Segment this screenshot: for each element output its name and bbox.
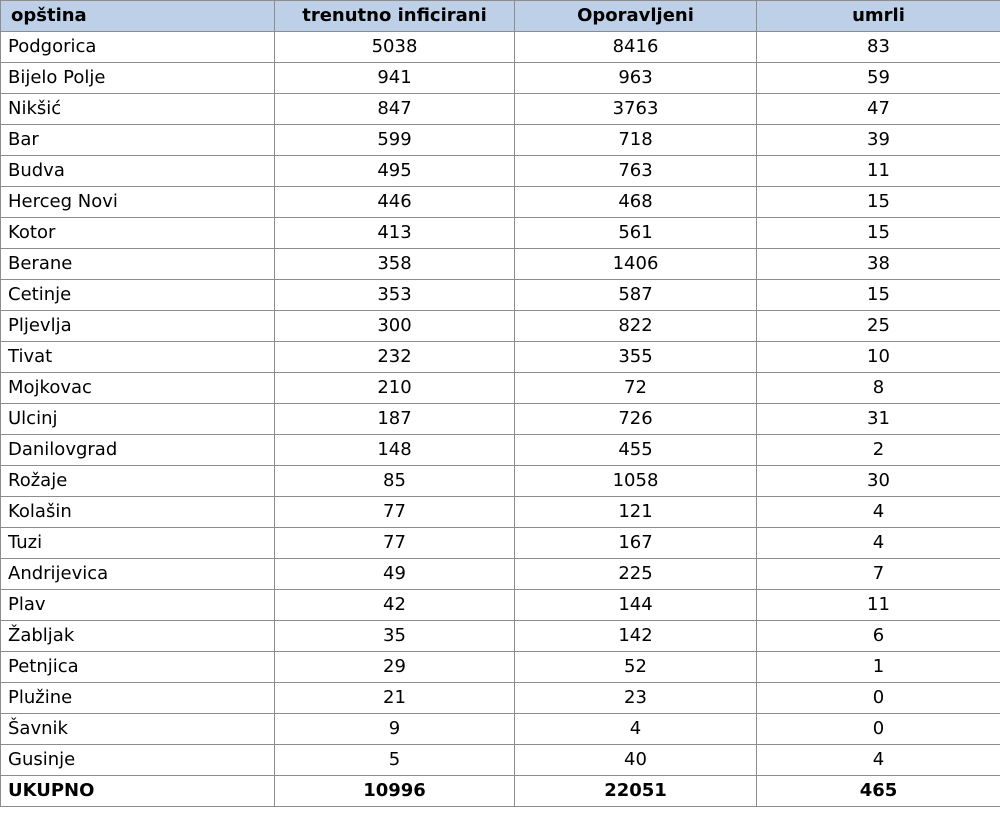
cell-municipality: Danilovgrad <box>1 435 275 466</box>
cell-active: 847 <box>275 94 515 125</box>
table-row <box>1 280 1000 311</box>
cell-dead: 0 <box>757 714 1000 745</box>
table-row <box>1 218 1000 249</box>
cell-municipality: Cetinje <box>1 280 275 311</box>
cell-dead: 15 <box>757 280 1000 311</box>
total-active: 10996 <box>275 776 515 807</box>
total-label: UKUPNO <box>1 776 275 807</box>
cell-recovered: 763 <box>515 156 757 187</box>
table-row <box>1 32 1000 63</box>
cell-recovered: 726 <box>515 404 757 435</box>
cell-dead: 39 <box>757 125 1000 156</box>
cell-municipality: Rožaje <box>1 466 275 497</box>
cell-recovered: 3763 <box>515 94 757 125</box>
cell-municipality: Plužine <box>1 683 275 714</box>
cell-dead: 4 <box>757 497 1000 528</box>
cell-active: 77 <box>275 528 515 559</box>
cell-recovered: 1058 <box>515 466 757 497</box>
column-header-active-cases: trenutno inficirani <box>275 1 515 32</box>
cell-active: 413 <box>275 218 515 249</box>
cell-dead: 4 <box>757 528 1000 559</box>
cell-municipality: Kolašin <box>1 497 275 528</box>
cell-dead: 15 <box>757 218 1000 249</box>
cell-municipality: Pljevlja <box>1 311 275 342</box>
cell-active: 148 <box>275 435 515 466</box>
cell-municipality: Ulcinj <box>1 404 275 435</box>
cell-municipality: Budva <box>1 156 275 187</box>
cell-active: 446 <box>275 187 515 218</box>
cell-active: 77 <box>275 497 515 528</box>
cell-dead: 59 <box>757 63 1000 94</box>
cell-recovered: 8416 <box>515 32 757 63</box>
cell-active: 495 <box>275 156 515 187</box>
table-row <box>1 373 1000 404</box>
cell-dead: 83 <box>757 32 1000 63</box>
cell-municipality: Mojkovac <box>1 373 275 404</box>
cell-dead: 0 <box>757 683 1000 714</box>
cell-recovered: 963 <box>515 63 757 94</box>
cell-active: 5 <box>275 745 515 776</box>
table-row <box>1 311 1000 342</box>
table-row <box>1 497 1000 528</box>
cell-recovered: 4 <box>515 714 757 745</box>
table-row <box>1 466 1000 497</box>
cell-municipality: Bijelo Polje <box>1 63 275 94</box>
column-header-municipality: opština <box>1 1 275 32</box>
cell-dead: 30 <box>757 466 1000 497</box>
cell-recovered: 225 <box>515 559 757 590</box>
cell-dead: 7 <box>757 559 1000 590</box>
table-row <box>1 745 1000 776</box>
cell-municipality: Berane <box>1 249 275 280</box>
table-row <box>1 714 1000 745</box>
cell-dead: 47 <box>757 94 1000 125</box>
cell-recovered: 587 <box>515 280 757 311</box>
table-header-row <box>1 1 1000 32</box>
table-row <box>1 559 1000 590</box>
cell-dead: 2 <box>757 435 1000 466</box>
cell-active: 35 <box>275 621 515 652</box>
cell-recovered: 72 <box>515 373 757 404</box>
cell-recovered: 52 <box>515 652 757 683</box>
cell-recovered: 355 <box>515 342 757 373</box>
table-footer <box>1 776 1000 807</box>
cell-dead: 4 <box>757 745 1000 776</box>
cell-dead: 6 <box>757 621 1000 652</box>
table-row <box>1 63 1000 94</box>
total-recovered: 22051 <box>515 776 757 807</box>
cell-active: 21 <box>275 683 515 714</box>
table-row <box>1 621 1000 652</box>
cell-dead: 1 <box>757 652 1000 683</box>
cell-recovered: 718 <box>515 125 757 156</box>
cell-recovered: 142 <box>515 621 757 652</box>
cell-recovered: 1406 <box>515 249 757 280</box>
table-row <box>1 187 1000 218</box>
cell-active: 187 <box>275 404 515 435</box>
table-row <box>1 683 1000 714</box>
cell-active: 210 <box>275 373 515 404</box>
cell-dead: 11 <box>757 590 1000 621</box>
cell-active: 599 <box>275 125 515 156</box>
cell-recovered: 822 <box>515 311 757 342</box>
table-row <box>1 590 1000 621</box>
cell-municipality: Andrijevica <box>1 559 275 590</box>
cell-municipality: Žabljak <box>1 621 275 652</box>
table-row <box>1 404 1000 435</box>
table-row <box>1 94 1000 125</box>
cell-active: 42 <box>275 590 515 621</box>
cell-active: 9 <box>275 714 515 745</box>
cell-active: 941 <box>275 63 515 94</box>
cell-municipality: Gusinje <box>1 745 275 776</box>
table-body <box>1 32 1000 776</box>
table-row <box>1 435 1000 466</box>
cell-municipality: Šavnik <box>1 714 275 745</box>
cell-dead: 11 <box>757 156 1000 187</box>
table-row <box>1 156 1000 187</box>
cell-dead: 8 <box>757 373 1000 404</box>
cell-active: 232 <box>275 342 515 373</box>
table-row <box>1 249 1000 280</box>
cell-municipality: Nikšić <box>1 94 275 125</box>
cell-active: 353 <box>275 280 515 311</box>
table-row <box>1 528 1000 559</box>
cell-active: 300 <box>275 311 515 342</box>
table-row <box>1 125 1000 156</box>
total-dead: 465 <box>757 776 1000 807</box>
cell-active: 358 <box>275 249 515 280</box>
cell-dead: 38 <box>757 249 1000 280</box>
cell-municipality: Tuzi <box>1 528 275 559</box>
cell-active: 49 <box>275 559 515 590</box>
column-header-recovered: Oporavljeni <box>515 1 757 32</box>
cell-recovered: 40 <box>515 745 757 776</box>
cell-municipality: Tivat <box>1 342 275 373</box>
cell-active: 85 <box>275 466 515 497</box>
column-header-deaths: umrli <box>757 1 1000 32</box>
cell-dead: 31 <box>757 404 1000 435</box>
cell-dead: 10 <box>757 342 1000 373</box>
cell-recovered: 561 <box>515 218 757 249</box>
cell-municipality: Podgorica <box>1 32 275 63</box>
cell-recovered: 167 <box>515 528 757 559</box>
cell-municipality: Herceg Novi <box>1 187 275 218</box>
table-row <box>1 342 1000 373</box>
table-header <box>1 1 1000 32</box>
table-row <box>1 652 1000 683</box>
cell-dead: 15 <box>757 187 1000 218</box>
cell-municipality: Plav <box>1 590 275 621</box>
cell-municipality: Petnjica <box>1 652 275 683</box>
cell-recovered: 121 <box>515 497 757 528</box>
cell-recovered: 144 <box>515 590 757 621</box>
cell-municipality: Bar <box>1 125 275 156</box>
cell-active: 5038 <box>275 32 515 63</box>
cell-recovered: 468 <box>515 187 757 218</box>
total-row <box>1 776 1000 807</box>
cell-recovered: 455 <box>515 435 757 466</box>
cell-active: 29 <box>275 652 515 683</box>
cell-municipality: Kotor <box>1 218 275 249</box>
cell-dead: 25 <box>757 311 1000 342</box>
cell-recovered: 23 <box>515 683 757 714</box>
